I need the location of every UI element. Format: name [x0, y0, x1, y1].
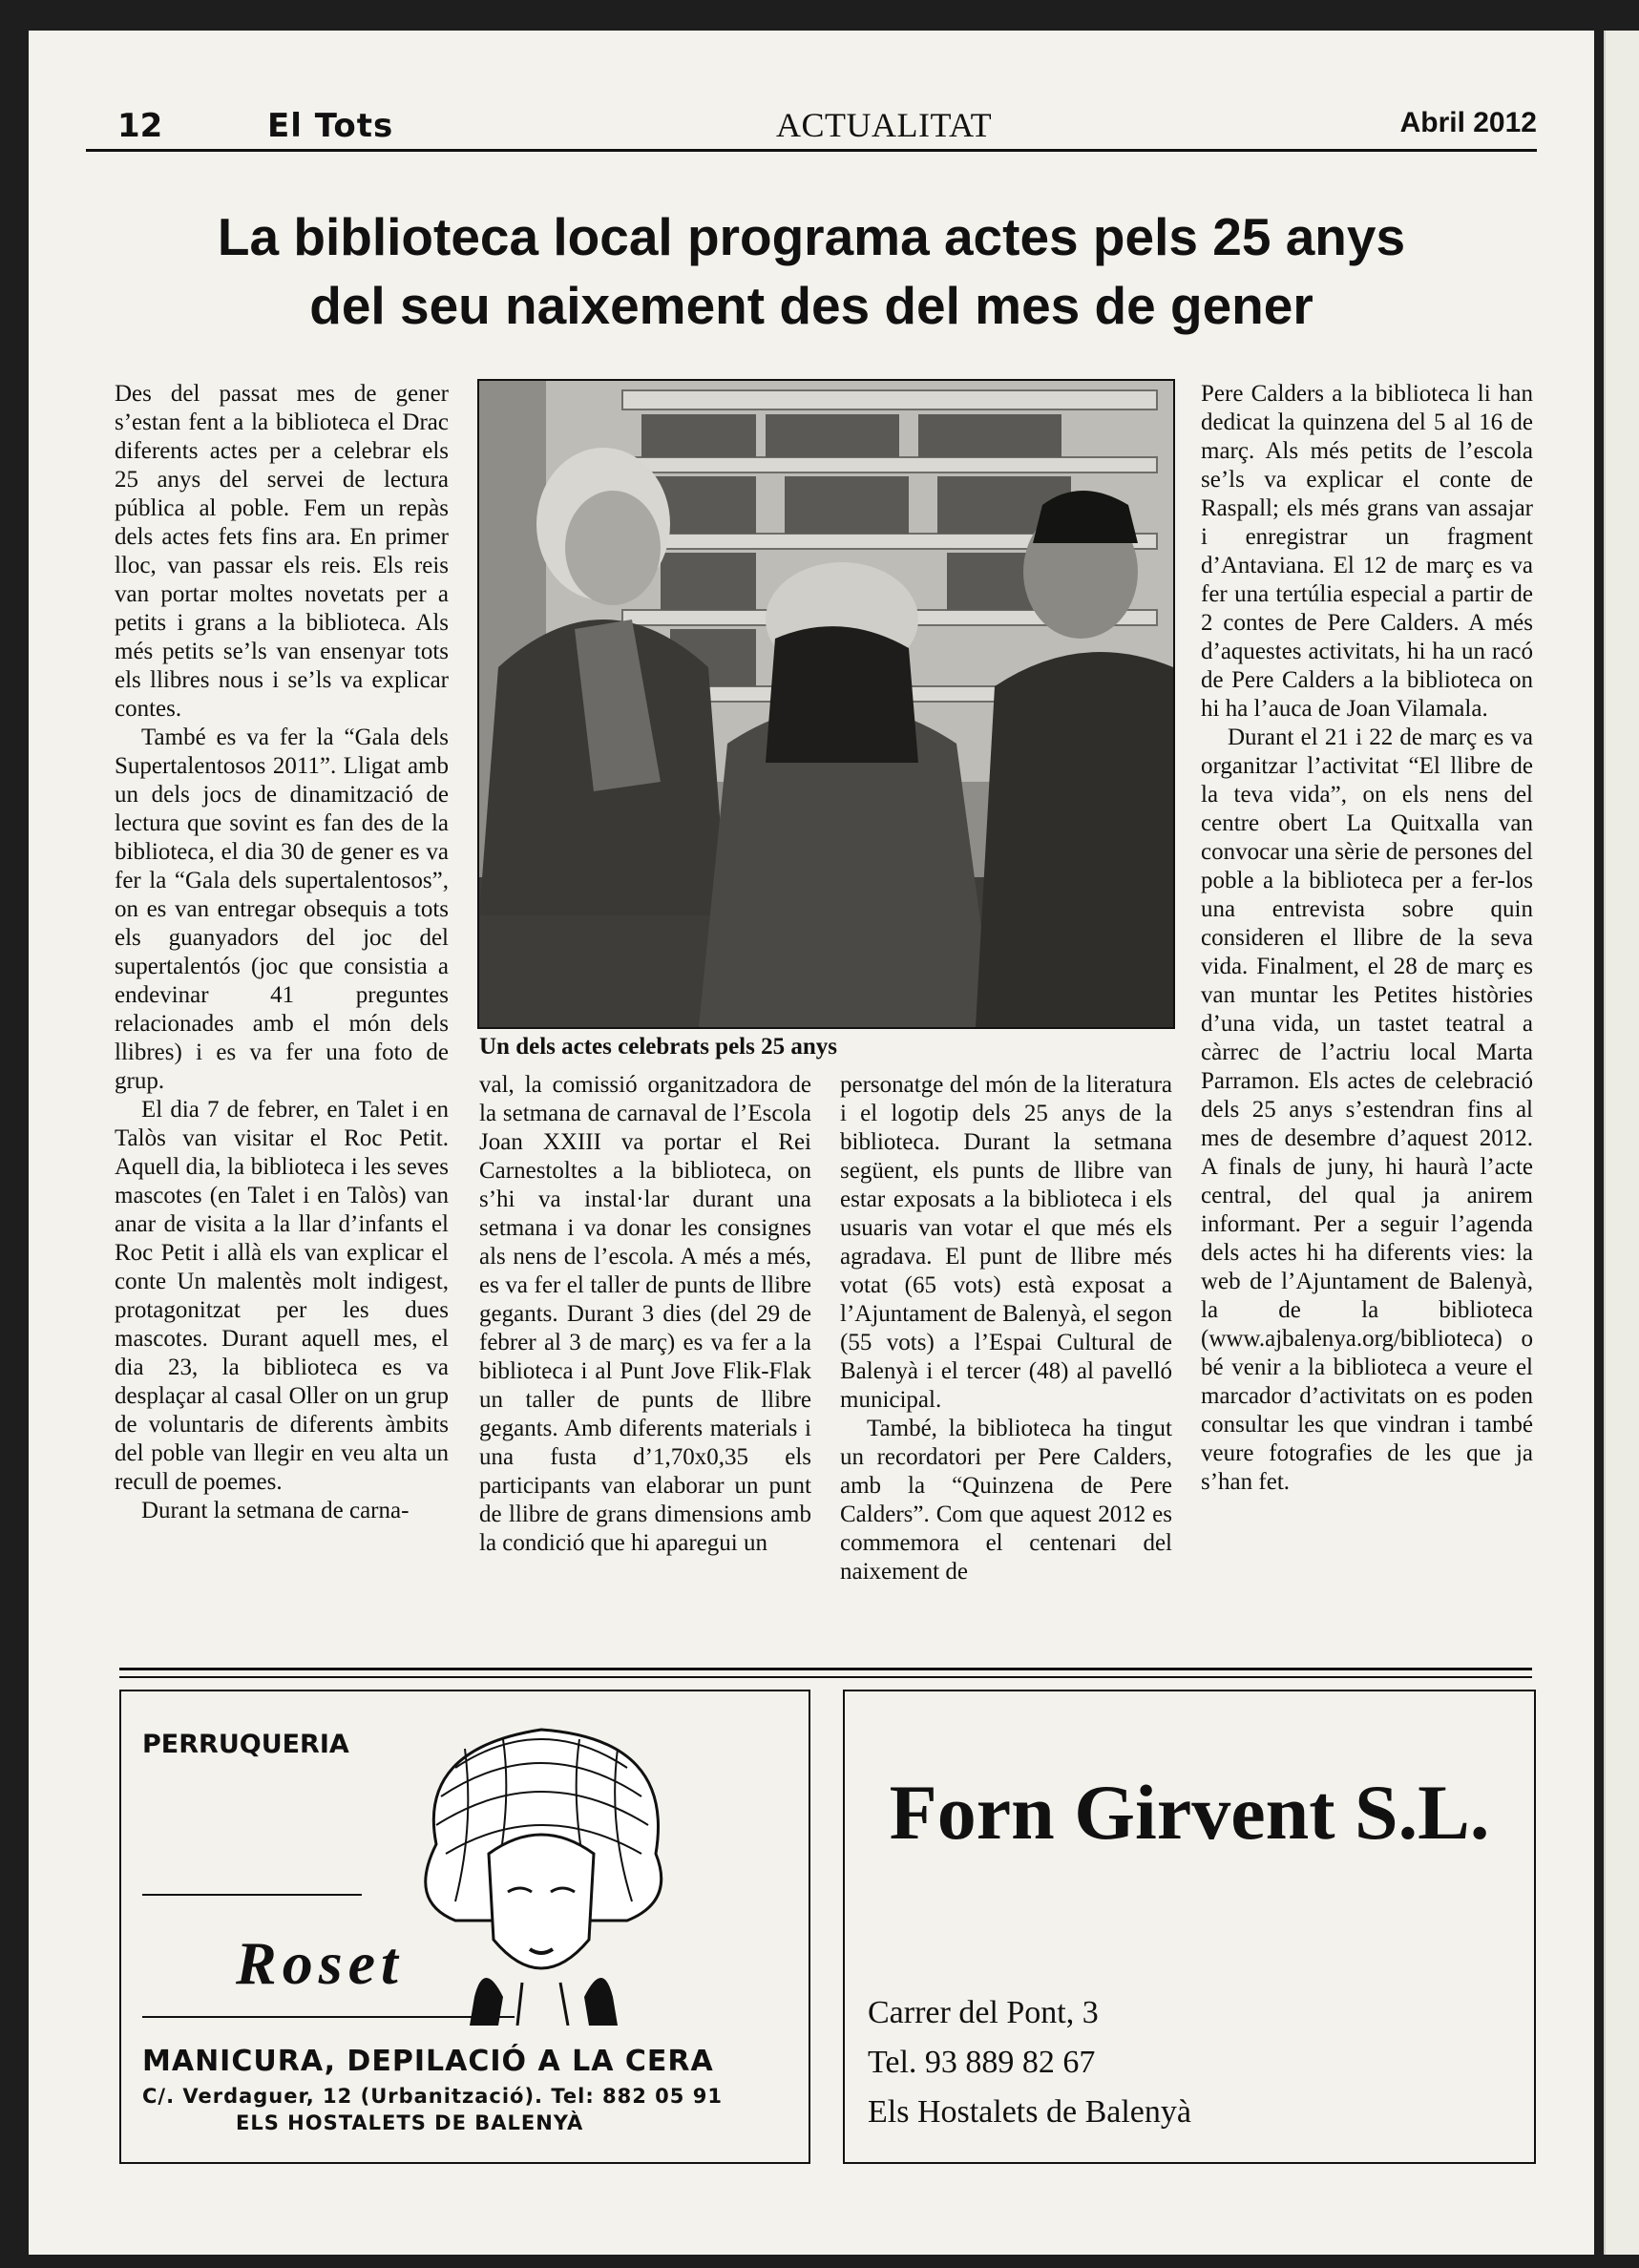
headline-line-2: del seu naixement des del mes de gener	[309, 276, 1313, 335]
ad-brand: Roset	[236, 1929, 404, 1997]
hairdresser-ad	[119, 1690, 810, 2164]
article-headline	[95, 202, 1527, 340]
article-column-3	[840, 1071, 1172, 1586]
ad-heading: PERRUQUERIA	[142, 1730, 349, 1759]
article-column-4	[1201, 380, 1533, 1497]
paragraph: Durant la setmana de carna-	[141, 1498, 410, 1523]
ad-services: MANICURA, DEPILACIÓ A LA CERA	[142, 2045, 714, 2078]
paragraph: El dia 7 de febrer, en Talet i en Talòs van visitar el Roc Petit. Aquell dia, la biblioteca i les seves mascotes (en Talet i en Talòs) van anar de visita a la llar d’infants el Roc Petit i allà els van explicar el conte Un malentès molt indigest, protagonitzat per les dues mascotes. Durant aquell mes, el dia 23, la biblioteca es va desplaçar al casal Oller on un grup de voluntaris de diferents àmbits del poble van llegir en veu alta un recull de poemes.	[115, 1097, 449, 1495]
next-page-edge	[1604, 31, 1639, 2255]
ad-town: Els Hostalets de Balenyà	[868, 2094, 1191, 2130]
ad-street: Carrer del Pont, 3	[868, 1995, 1099, 2030]
section-title: ACTUALITAT	[776, 106, 993, 144]
ad-business-name: Forn Girvent S.L.	[889, 1769, 1490, 1856]
article-column-1	[115, 380, 449, 1525]
photo-caption: Un dels actes celebrats pels 25 anys	[479, 1034, 837, 1060]
publication-name: El Tots	[267, 107, 394, 145]
ad-phone: Tel. 93 889 82 67	[868, 2045, 1096, 2080]
paragraph: També es va fer la “Gala dels Supertalentosos 2011”. Lligat amb un dels jocs de dinamització de lectura que sovint es fan des de la biblioteca, el dia 30 de gener es va fer la “Gala dels supertalentosos”, on es van entregar obsequis a tots els guanyadors del joc del supertalentós (joc que consistia a endevinar 41 preguntes relacionades amb el món dels llibres) i es va fer una foto de grup.	[115, 724, 449, 1094]
page-header	[86, 67, 1537, 152]
bakery-ad	[843, 1690, 1536, 2164]
paragraph: val, la comissió organitzadora de la setmana de carnaval de l’Escola Joan XXIII va portar el Rei Carnestoltes a la biblioteca, on s’hi va instal·lar durant una setmana i va donar les consignes als nens de l’escola. A més a més, es va fer el taller de punts de llibre gegants. Durant 3 dies (del 29 de febrer al 3 de març) es va fer a la biblioteca i al Punt Jove Flik-Flak un taller de punts de llibre gegants. Amb diferents materials i una fusta d’1,70x0,35 els participants van elaborar un punt de llibre de grans dimensions amb la condició que hi aparegui un	[479, 1072, 811, 1556]
article-photo	[477, 379, 1175, 1029]
paragraph: Durant el 21 i 22 de març es va organitzar l’activitat “El llibre de la teva vida”, on els nens del centre obert La Quitxalla van convocar una sèrie de persones del poble a la biblioteca per a fer-los una entrevista sobre quin consideren el llibre de la seva vida. Finalment, el 28 de març es van muntar les Petites històries d’una vida, un tastet teatral a càrrec de l’actriu local Marta Parramon. Els actes de celebració dels 25 anys s’estendran fins al mes de desembre d’aquest 2012. A finals de juny, hi haurà l’acte central, del qual ja anirem informant. Per a seguir l’agenda dels actes hi ha diferents vies: la web de l’Ajuntament de Balenyà, la de la biblioteca (www.ajbalenya.org/biblioteca) o bé venir a la biblioteca a veure el marcador d’activitats on es poden consultar les que vindran i també veure fotografies de les que ja s’han fet.	[1201, 724, 1533, 1495]
paragraph: personatge del món de la literatura i el logotip dels 25 anys de la biblioteca. Durant la setmana següent, els punts de llibre van estar exposats a la biblioteca i els usuaris van votar el que més els agradava. El punt de llibre més votat (65 vots) està exposat a l’Ajuntament de Balenyà, el segon (55 vots) a l’Espai Cultural de Balenyà i el tercer (48) al pavelló municipal.	[840, 1072, 1172, 1413]
paragraph: Pere Calders a la biblioteca li han dedicat la quinzena del 5 al 16 de març. Als més petits de l’escola se’ls va explicar el conte de Raspall; els més grans van assajar i enregistrar un fragment d’Antaviana. El 12 de març es va fer una tertúlia especial a partir de 2 contes de Pere Calders. A més d’aquestes activitats, hi ha un racó de Pere Calders a la biblioteca on hi ha l’auca de Joan Vilamala.	[1201, 381, 1533, 722]
headline-line-1: La biblioteca local programa actes pels 25 anys	[217, 207, 1406, 266]
issue-date: Abril 2012	[1399, 107, 1537, 138]
ad-town: ELS HOSTALETS DE BALENYÀ	[236, 2111, 584, 2134]
article-column-2	[479, 1071, 811, 1558]
woman-portrait-illustration	[398, 1711, 684, 2026]
ad-address: C/. Verdaguer, 12 (Urbanització). Tel: 882 05 91	[142, 2085, 723, 2108]
ad-rule-top	[142, 1894, 362, 1896]
paragraph: També, la biblioteca ha tingut un recordatori per Pere Calders, amb la “Quinzena de Pere Calders”. Com que aquest 2012 es commemora el centenari del naixement de	[840, 1416, 1172, 1585]
ads-divider	[119, 1668, 1532, 1678]
paragraph: Des del passat mes de gener s’estan fent a la biblioteca el Drac diferents actes per a celebrar els 25 anys del servei de lectura pública al poble. Fem un repàs dels actes fets fins ara. En primer lloc, van passar els reis. Els reis van portar moltes novetats per a petits i grans a la biblioteca. Als més petits se’ls van ensenyar tots els llibres nous i se’ls va explicar contes.	[115, 381, 449, 722]
page-number: 12	[117, 107, 163, 145]
